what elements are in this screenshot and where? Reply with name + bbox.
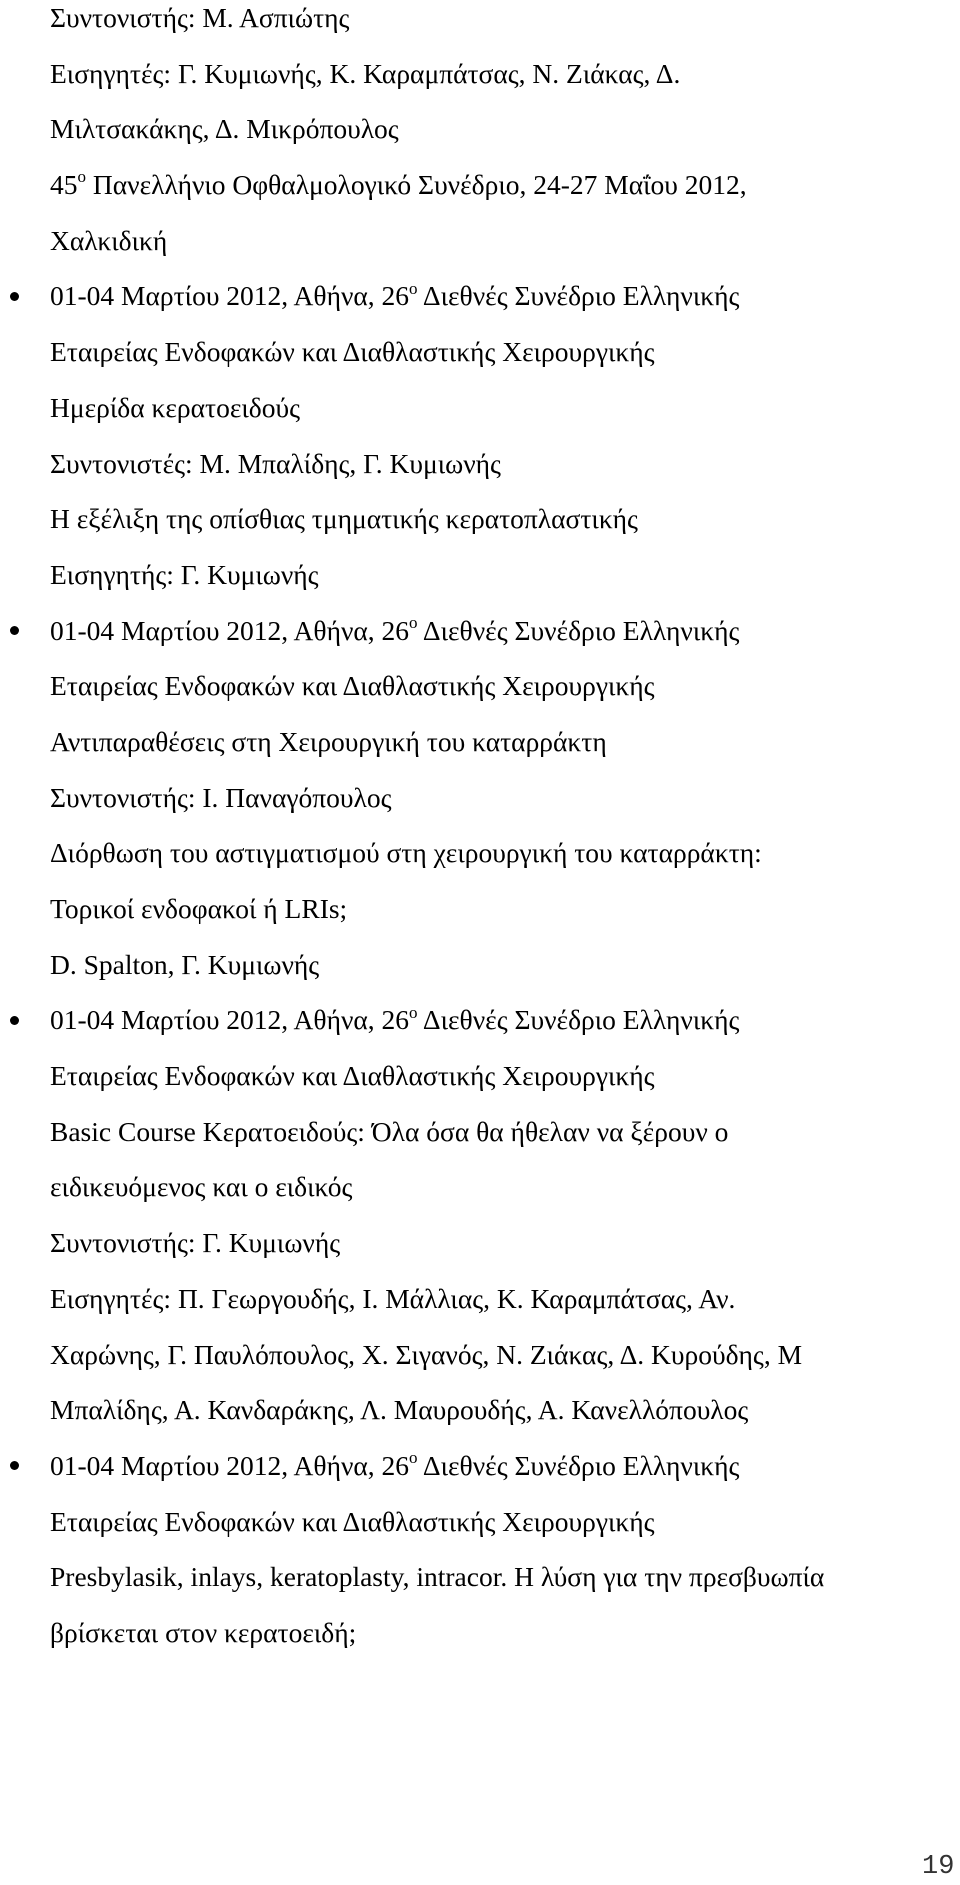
moderators-line: Συντονιστές: Μ. Μπαλίδης, Γ. Κυμιωνής — [50, 447, 501, 479]
speakers-line: D. Spalton, Γ. Κυμιωνής — [50, 948, 320, 980]
session-title-line: ειδικευόμενος και ο ειδικός — [50, 1171, 353, 1203]
event-date-line — [50, 268, 955, 324]
ordinal-superscript: ο — [409, 1002, 418, 1022]
session-title-line: Basic Course Κερατοειδούς: Όλα όσα θα ήθελαν να ξέρουν ο — [50, 1115, 729, 1147]
congress-location-line: Χαλκιδική — [50, 224, 168, 256]
bullet-icon — [10, 1461, 19, 1470]
event-name-text: Διεθνές Συνέδριο Ελληνικής — [417, 280, 740, 312]
bulleted-entry — [50, 603, 955, 993]
congress-number: 45 — [50, 169, 78, 201]
event-organizer-line: Εταιρείας Ενδοφακών και Διαθλαστικής Χειρουργικής — [50, 336, 655, 368]
page-number: 19 — [922, 1852, 955, 1882]
talk-title-line: Διόρθωση του αστιγματισμού στη χειρουργική του καταρράκτη: — [50, 837, 762, 869]
ordinal-superscript: ο — [409, 1448, 418, 1468]
speaker-line: Εισηγητής: Γ. Κυμιωνής — [50, 558, 319, 590]
event-organizer-line: Εταιρείας Ενδοφακών και Διαθλαστικής Χειρουργικής — [50, 670, 655, 702]
session-title-line: βρίσκεται στον κερατοειδή; — [50, 1616, 357, 1648]
moderator-line: Συντονιστής: Μ. Ασπιώτης — [50, 2, 350, 33]
session-title-line: Ημερίδα κερατοειδούς — [50, 391, 301, 423]
event-date-text: 01-04 Μαρτίου 2012, Αθήνα, 26 — [50, 614, 410, 646]
speakers-line: Εισηγητές: Π. Γεωργουδής, Ι. Μάλλιας, Κ. Καραμπάτσας, Αν. — [50, 1282, 736, 1314]
congress-line — [50, 157, 955, 213]
event-organizer-line: Εταιρείας Ενδοφακών και Διαθλαστικής Χειρουργικής — [50, 1505, 655, 1537]
speakers-line: Εισηγητές: Γ. Κυμιωνής, Κ. Καραμπάτσας, Ν. Ζιάκας, Δ. — [50, 57, 681, 89]
bulleted-entry — [50, 1438, 955, 1661]
ordinal-superscript: ο — [77, 167, 87, 187]
event-date-line — [50, 1438, 955, 1494]
bullet-icon — [10, 626, 19, 635]
event-date-text: 01-04 Μαρτίου 2012, Αθήνα, 26 — [50, 280, 410, 312]
ordinal-superscript: ο — [409, 612, 418, 632]
presentations-list — [50, 0, 955, 1661]
talk-title-line: Τορικοί ενδοφακοί ή LRIs; — [50, 893, 348, 924]
congress-name: Πανελλήνιο Οφθαλμολογικό Συνέδριο, 24-27 Μαΐου 2012, — [86, 169, 747, 201]
moderator-line: Συντονιστής: Ι. Παναγόπουλος — [50, 781, 392, 813]
event-name-text: Διεθνές Συνέδριο Ελληνικής — [417, 1004, 740, 1036]
bulleted-entry — [50, 268, 955, 602]
event-name-text: Διεθνές Συνέδριο Ελληνικής — [417, 1449, 740, 1481]
event-date-text: 01-04 Μαρτίου 2012, Αθήνα, 26 — [50, 1449, 410, 1481]
event-date-line — [50, 992, 955, 1048]
bullet-icon — [10, 1016, 19, 1025]
session-title-line: Αντιπαραθέσεις στη Χειρουργική του καταρράκτη — [50, 725, 607, 757]
session-title-line: Presbylasik, inlays, keratoplasty, intracor. Η λύση για την πρεσβυωπία — [50, 1561, 825, 1593]
bulleted-entry — [50, 992, 955, 1438]
event-organizer-line: Εταιρείας Ενδοφακών και Διαθλαστικής Χειρουργικής — [50, 1060, 655, 1092]
ordinal-superscript: ο — [409, 278, 418, 298]
speakers-line: Μιλτσακάκης, Δ. Μικρόπουλος — [50, 113, 399, 145]
speakers-line: Μπαλίδης, Α. Κανδαράκης, Λ. Μαυρουδής, Α. Κανελλόπουλος — [50, 1394, 749, 1426]
continued-entry — [50, 0, 955, 268]
event-date-line — [50, 603, 955, 659]
event-name-text: Διεθνές Συνέδριο Ελληνικής — [417, 614, 740, 646]
bullet-icon — [10, 292, 19, 301]
event-date-text: 01-04 Μαρτίου 2012, Αθήνα, 26 — [50, 1004, 410, 1036]
talk-title-line: Η εξέλιξη της οπίσθιας τμηματικής κερατοπλαστικής — [50, 503, 638, 535]
speakers-line: Χαρώνης, Γ. Παυλόπουλος, Χ. Σιγανός, Ν. Ζιάκας, Δ. Κυρούδης, Μ — [50, 1338, 803, 1370]
moderator-line: Συντονιστής: Γ. Κυμιωνής — [50, 1227, 341, 1259]
